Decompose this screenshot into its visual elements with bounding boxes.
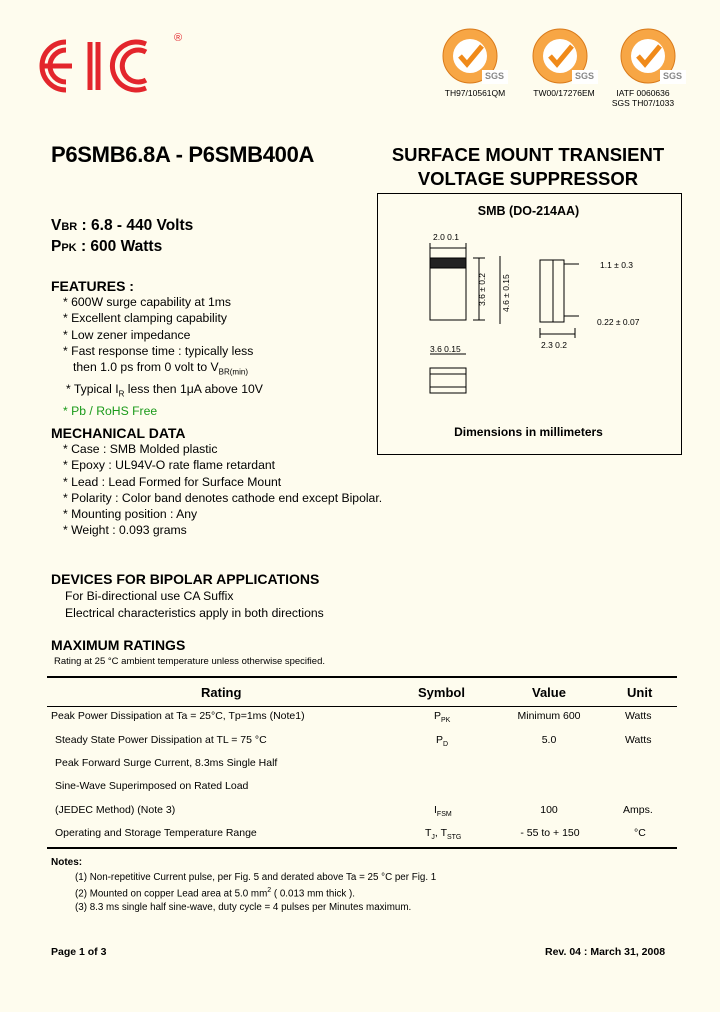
row-value: 5.0 <box>541 734 557 746</box>
row-symbol: $I_{FSM}$ <box>434 804 452 819</box>
table-bottom-rule <box>47 847 677 849</box>
ratings-heading: MAXIMUM RATINGS <box>51 637 186 653</box>
note-2: (2) Mounted on copper Lead area at 5.0 $mm^2$ ( 0.013 mm thick ). <box>75 887 355 900</box>
row-symbol: $P_{PK}$ <box>434 710 451 725</box>
package-title: SMB (DO-214AA) <box>477 204 580 218</box>
cert-badge-1 <box>440 26 508 88</box>
note-3: (3) 8.3 ms single half sine-wave, duty cycle = 4 pulses per Minutes maximum. <box>75 902 412 913</box>
table-row: Peak Forward Surge Current, 8.3ms Single Half <box>55 757 278 769</box>
subtitle-line-2: VOLTAGE SUPPRESSOR <box>417 168 639 189</box>
table-row: Peak Power Dissipation at Ta = 25°C, Tp=1ms (Note1) <box>51 710 305 722</box>
col-header-value: Value <box>532 685 566 700</box>
dim-side-width: 2.3 0.2 <box>541 340 567 350</box>
note-1: (1) Non-repetitive Current pulse, per Fig. 5 and derated above Ta = 25 °C per Fig. 1 <box>75 872 437 883</box>
revision-date: Rev. 04 : March 31, 2008 <box>545 946 666 958</box>
sgs-label-3: SGS <box>663 71 683 81</box>
table-row: Operating and Storage Temperature Range <box>55 827 257 839</box>
row-value: 100 <box>540 804 558 816</box>
notes-heading: Notes: <box>51 857 83 868</box>
feature-item: * 600W surge capability at 1ms <box>63 295 231 309</box>
row-unit: Watts <box>625 710 652 722</box>
row-value: - 55 to + 150 <box>520 827 580 839</box>
subtitle-line-1: SURFACE MOUNT TRANSIENT <box>391 144 665 165</box>
package-dimension-caption: Dimensions in millimeters <box>454 425 603 439</box>
cert-code-1: TH97/10561QM <box>444 88 506 98</box>
row-symbol: $P_D$ <box>436 734 449 749</box>
mechanical-item: * Lead : Lead Formed for Surface Mount <box>63 474 282 489</box>
feature-item-cont: then 1.0 ps from 0 volt to $V_{BR(min)}$ <box>73 360 248 377</box>
col-header-rating: Rating <box>201 685 242 700</box>
table-row: (JEDEC Method) (Note 3) <box>55 804 176 816</box>
col-header-symbol: Symbol <box>418 685 465 700</box>
spec-vbr-value: : 6.8 - 440 Volts <box>81 217 194 234</box>
table-row: Steady State Power Dissipation at TL = 75 °C <box>55 734 267 746</box>
mechanical-item: * Weight : 0.093 grams <box>63 523 187 538</box>
spec-ppk: PPK : 600 Watts <box>51 238 163 255</box>
mechanical-heading: MECHANICAL DATA <box>51 425 186 441</box>
cert-code-2: TW00/17276EM <box>533 88 595 98</box>
feature-item: * Low zener impedance <box>63 327 191 342</box>
spec-ppk-value: : 600 Watts <box>80 238 163 255</box>
dim-top-width: 2.0 0.1 <box>433 232 459 242</box>
table-top-rule <box>47 676 677 678</box>
features-heading: FEATURES : <box>51 278 134 294</box>
dim-lead-height: 1.1 ± 0.3 <box>600 260 634 270</box>
row-unit: Amps. <box>623 804 653 816</box>
cert-code-3: IATF 0060636 SGS TH07/1033 <box>611 88 675 108</box>
row-value: Minimum 600 <box>517 710 581 722</box>
mechanical-item: * Mounting position : Any <box>63 507 198 522</box>
dim-total-height: 4.6 ± 0.15 <box>501 274 511 312</box>
page-number: Page 1 of 3 <box>51 946 107 958</box>
cert-badge-2 <box>530 26 598 88</box>
row-unit: Watts <box>625 734 652 746</box>
mechanical-list <box>63 441 382 539</box>
dim-lead-thickness: 0.22 ± 0.07 <box>597 317 640 327</box>
sgs-label-1: SGS <box>485 71 505 81</box>
table-header-rule <box>47 706 677 707</box>
features-list <box>63 294 263 419</box>
feature-rohs: * Pb / RoHS Free <box>63 403 158 418</box>
feature-item: * Fast response time : typically less <box>63 343 254 358</box>
dim-body-height: 3.6 ± 0.2 <box>477 272 487 306</box>
sgs-label-2: SGS <box>575 71 595 81</box>
bipolar-line: For Bi-directional use CA Suffix <box>65 589 234 603</box>
mechanical-item: * Epoxy : UL94V-O rate flame retardant <box>63 458 276 473</box>
row-unit: °C <box>634 827 646 839</box>
feature-item: * Excellent clamping capability <box>63 311 227 326</box>
dim-bottom-width: 3.6 0.15 <box>430 344 461 354</box>
mechanical-item: * Case : SMB Molded plastic <box>63 442 218 456</box>
spec-vbr: VBR : 6.8 - 440 Volts <box>51 217 194 234</box>
col-header-unit: Unit <box>627 685 653 700</box>
bipolar-heading: DEVICES FOR BIPOLAR APPLICATIONS <box>51 571 320 587</box>
eic-logo <box>36 34 186 96</box>
package-outline-drawing <box>385 228 675 418</box>
row-symbol: $T_J$, $T_{STG}$ <box>425 827 462 842</box>
product-subtitle <box>373 143 683 191</box>
mechanical-item: * Polarity : Color band denotes cathode end except Bipolar. <box>63 490 383 505</box>
part-number-range: P6SMB6.8A - P6SMB400A <box>51 142 315 167</box>
bipolar-text <box>65 588 324 621</box>
table-row: Sine-Wave Superimposed on Rated Load <box>55 780 249 792</box>
bipolar-line: Electrical characteristics apply in both directions <box>65 605 324 620</box>
registered-mark: ® <box>174 32 183 44</box>
cert-badge-3 <box>618 26 686 88</box>
ratings-condition: Rating at 25 °C ambient temperature unless otherwise specified. <box>54 656 325 667</box>
feature-item-typical: * Typical $I_R$ less then 1μA above 10V <box>66 381 263 399</box>
